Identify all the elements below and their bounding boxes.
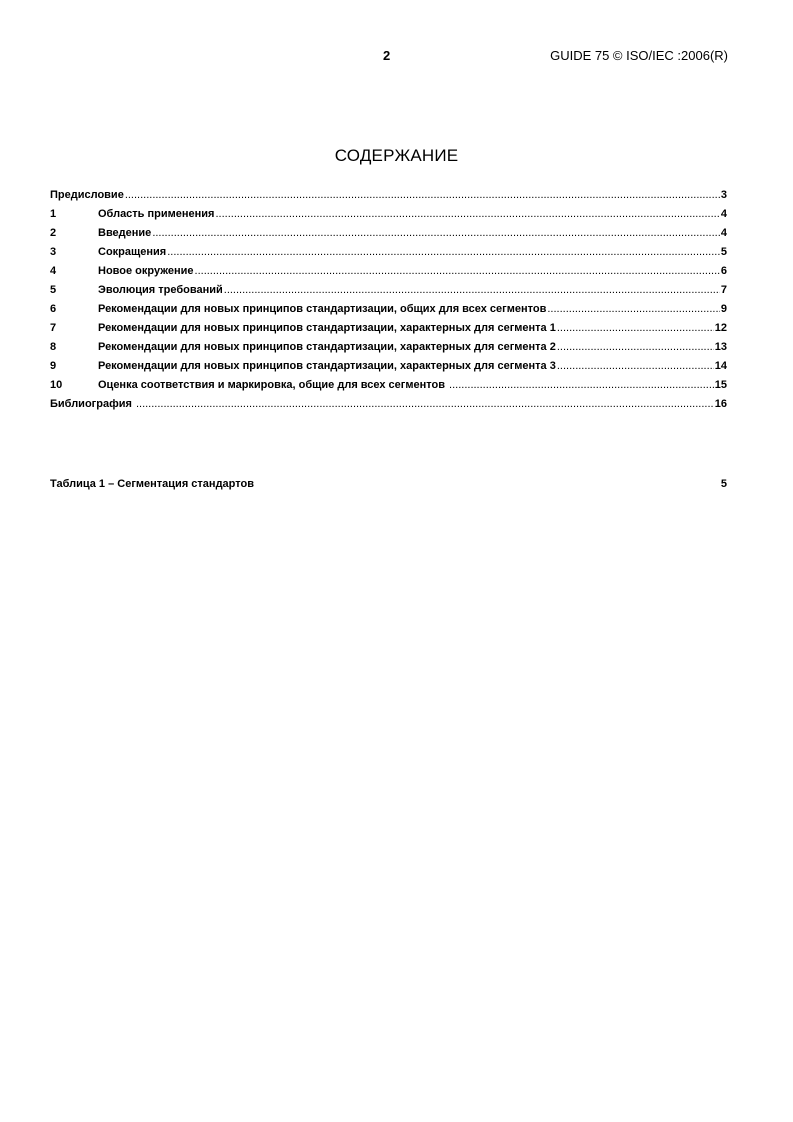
page-number: 2	[383, 48, 391, 63]
toc-entry-page: 12	[714, 322, 727, 334]
toc-entry-number: 9	[50, 360, 57, 372]
toc-entry-text: Рекомендации для новых принципов стандартизации, характерных для сегмента 2	[98, 341, 556, 353]
toc-entry-text: Оценка соответствия и маркировка, общие для всех сегментов	[98, 379, 449, 391]
toc-entry-page: 9	[720, 303, 727, 315]
toc-dot-leader	[224, 284, 720, 296]
toc-dot-leader	[152, 227, 720, 239]
toc-entry-text: Введение	[98, 227, 152, 239]
toc-entry-number: 8	[50, 341, 57, 353]
toc-entry-page: 16	[714, 398, 727, 410]
toc-dot-leader	[557, 341, 714, 353]
toc-entry-page: 4	[720, 227, 727, 239]
toc-entry-foreword[interactable]	[50, 189, 727, 208]
toc-entry-page: 14	[714, 360, 727, 372]
toc-entry-text: Новое окружение	[98, 265, 194, 277]
list-of-tables-entry[interactable]	[50, 478, 727, 490]
toc-entry-9[interactable]	[50, 360, 727, 379]
toc-dot-leader	[125, 189, 720, 201]
toc-entry-text: Эволюция требований	[98, 284, 223, 296]
toc-entry-page: 4	[720, 208, 727, 220]
toc-entry-7[interactable]	[50, 322, 727, 341]
table-of-contents	[50, 189, 727, 417]
toc-entry-number: 4	[50, 265, 57, 277]
toc-entry-number: 1	[50, 208, 57, 220]
toc-entry-number: 7	[50, 322, 57, 334]
toc-dot-leader	[557, 360, 714, 372]
toc-dot-leader	[215, 208, 719, 220]
toc-entry-number: 2	[50, 227, 57, 239]
toc-entry-text: Область применения	[98, 208, 215, 220]
toc-dot-leader	[547, 303, 720, 315]
toc-dot-leader	[449, 379, 714, 391]
toc-entry-page: 6	[720, 265, 727, 277]
toc-entry-bibliography[interactable]	[50, 398, 727, 417]
document-reference: GUIDE 75 © ISO/IEC :2006(R)	[550, 48, 728, 63]
toc-entry-text: Сокращения	[98, 246, 167, 258]
toc-entry-page: 7	[720, 284, 727, 296]
toc-entry-text: Рекомендации для новых принципов стандартизации, общих для всех сегментов	[98, 303, 547, 315]
toc-entry-5[interactable]	[50, 284, 727, 303]
toc-entry-1[interactable]	[50, 208, 727, 227]
toc-entry-text: Предисловие	[50, 189, 124, 201]
toc-entry-10[interactable]	[50, 379, 727, 398]
toc-entry-8[interactable]	[50, 341, 727, 360]
table-entry-text: Таблица 1 – Сегментация стандартов	[50, 478, 254, 490]
toc-title: СОДЕРЖАНИЕ	[334, 146, 459, 165]
toc-entry-6[interactable]	[50, 303, 727, 322]
toc-entry-page: 3	[720, 189, 727, 201]
toc-entry-page: 13	[714, 341, 727, 353]
toc-entry-4[interactable]	[50, 265, 727, 284]
toc-dot-leader	[167, 246, 720, 258]
toc-entry-number: 5	[50, 284, 57, 296]
toc-entry-text: Рекомендации для новых принципов стандартизации, характерных для сегмента 1	[98, 322, 556, 334]
toc-dot-leader	[195, 265, 720, 277]
toc-entry-3[interactable]	[50, 246, 727, 265]
toc-entry-text: Рекомендации для новых принципов стандартизации, характерных для сегмента 3	[98, 360, 556, 372]
toc-entry-number: 3	[50, 246, 57, 258]
table-entry-page: 5	[720, 478, 727, 490]
toc-entry-2[interactable]	[50, 227, 727, 246]
toc-entry-text: Библиография	[50, 398, 135, 410]
toc-dot-leader	[136, 398, 714, 410]
toc-entry-page: 15	[714, 379, 727, 391]
toc-dot-leader	[557, 322, 714, 334]
toc-entry-number: 10	[50, 379, 63, 391]
toc-entry-number: 6	[50, 303, 57, 315]
toc-entry-page: 5	[720, 246, 727, 258]
